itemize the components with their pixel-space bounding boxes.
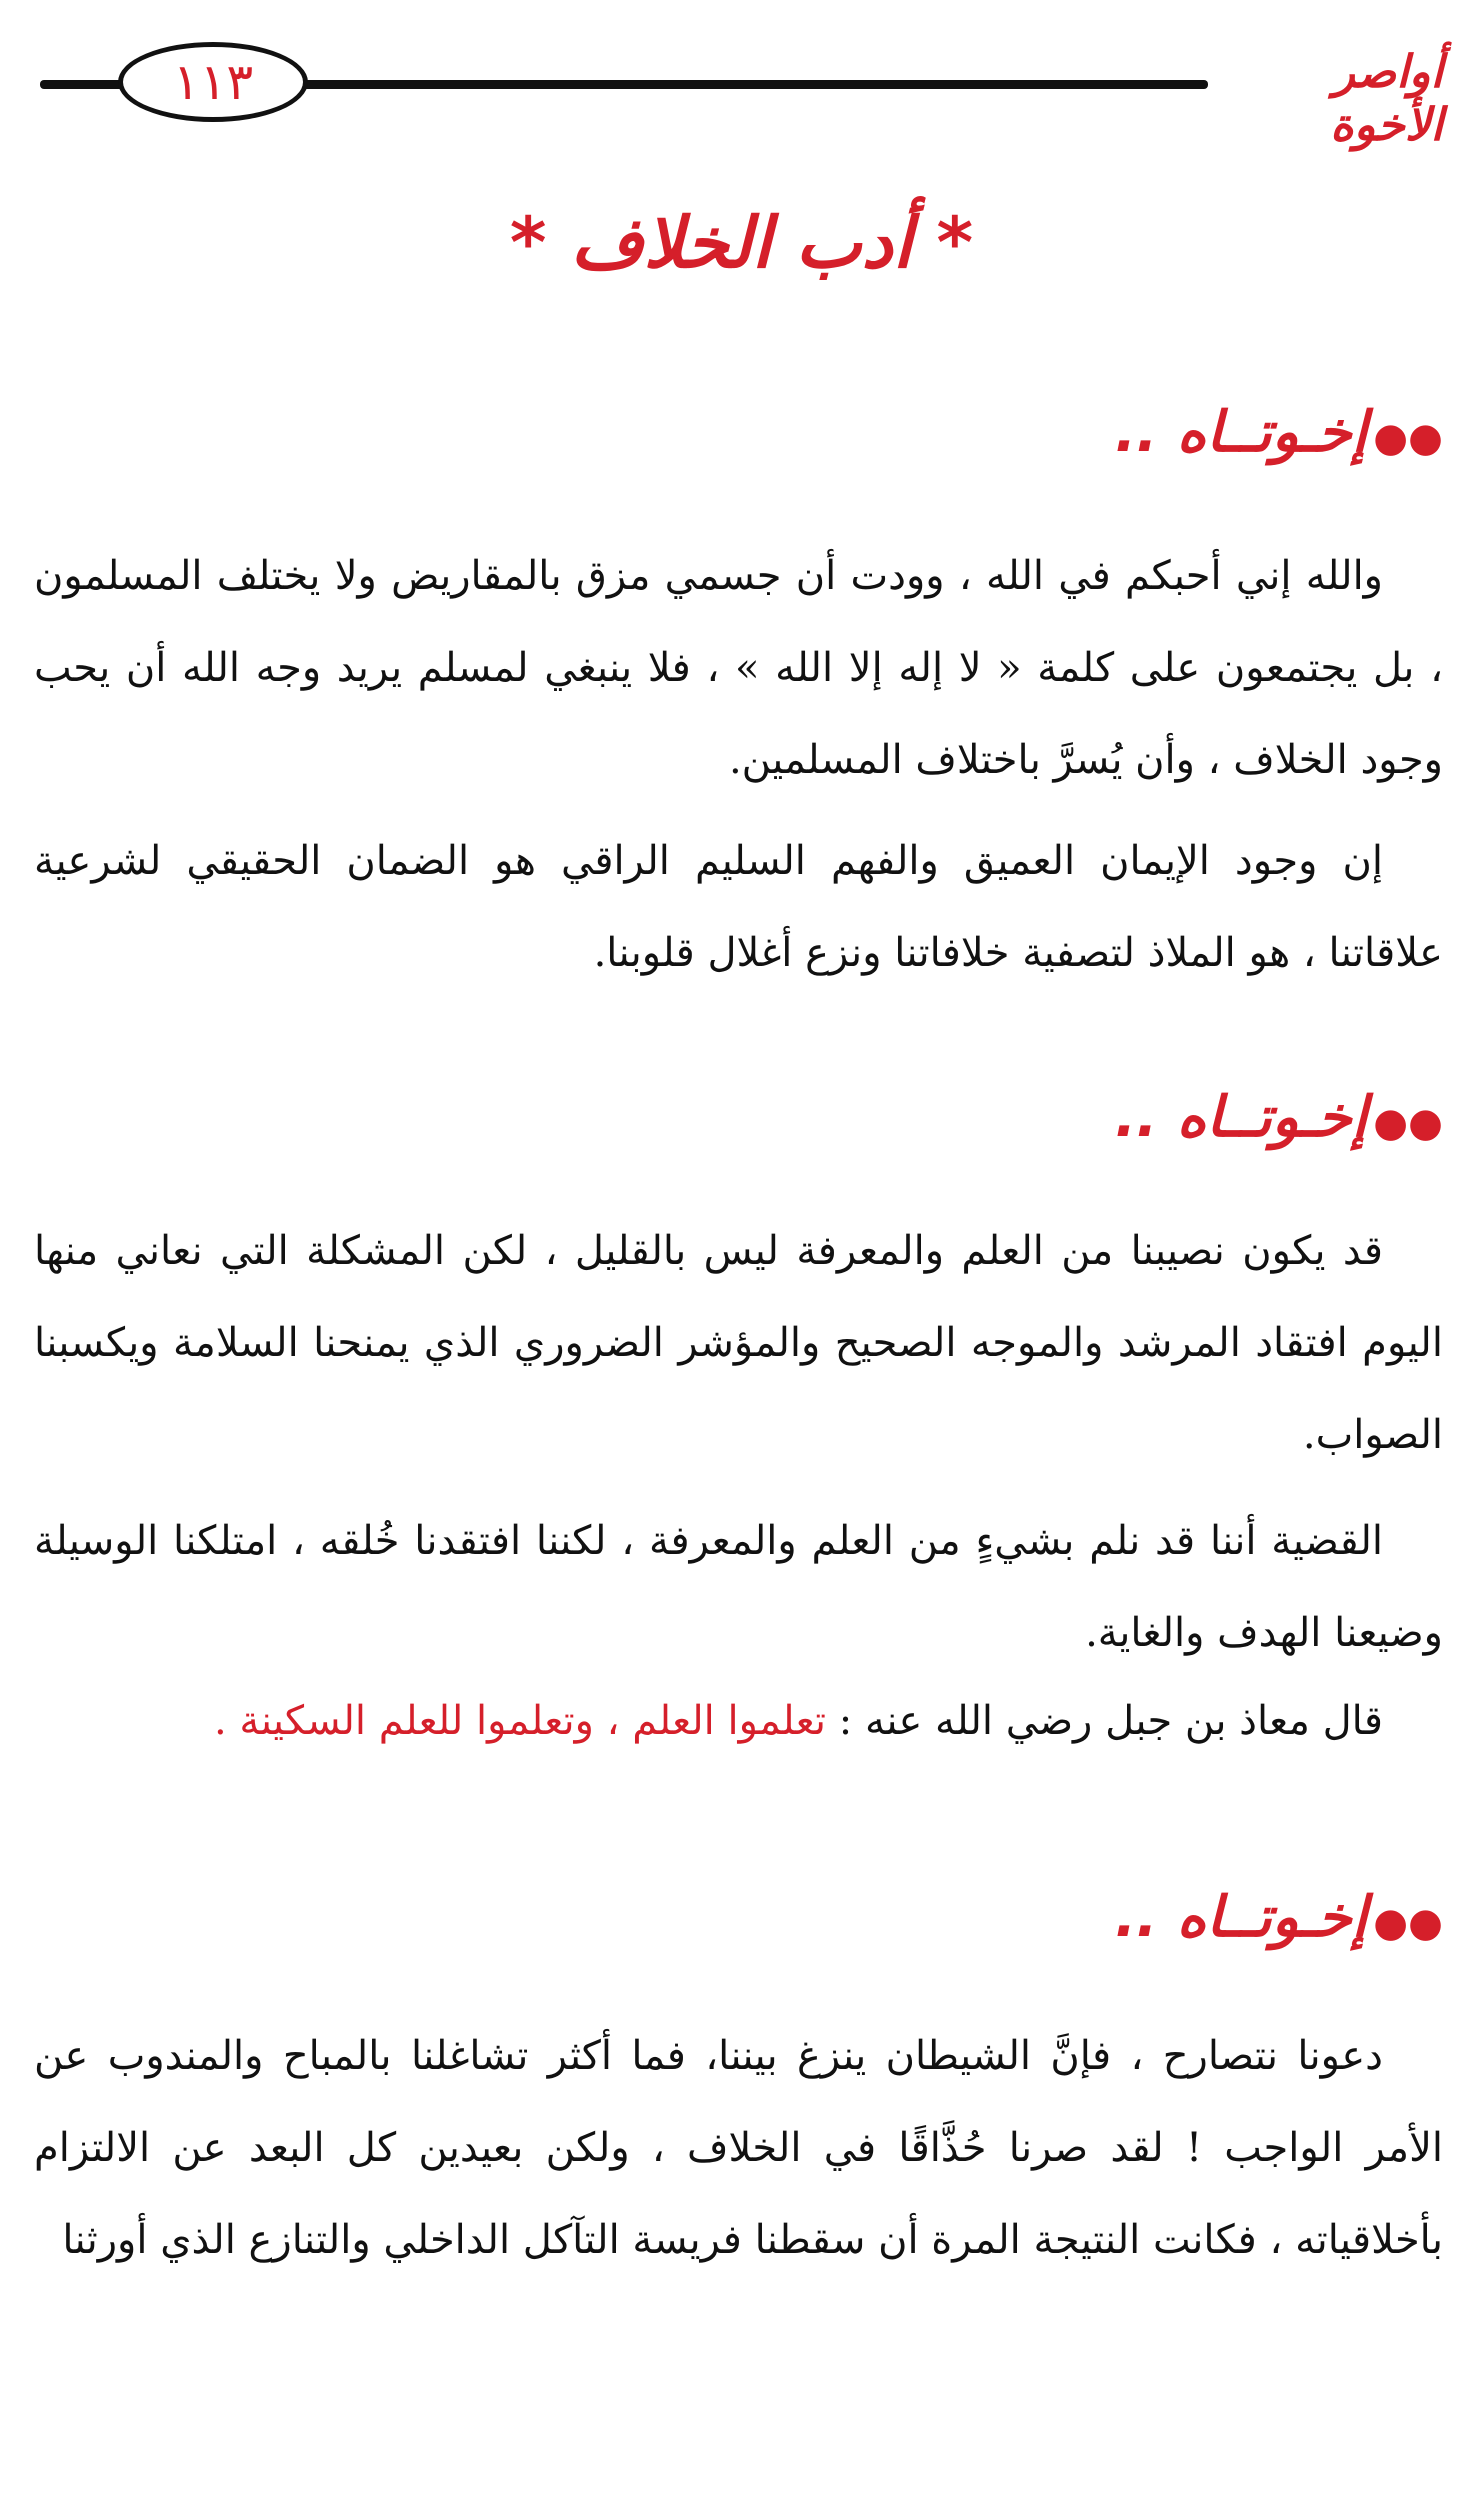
bullet-dots-icon: ●● [1373,415,1443,461]
bullet-dots-icon: ●● [1373,1100,1443,1146]
page-header [40,42,1443,151]
paragraph: إن وجود الإيمان العميق والفهم السليم الراقي هو الضمان الحقيقي لشرعية علاقاتنا ، هو الملاذ لتصفية خلافاتنا ونزع أغلال قلوبنا. [34,838,1443,976]
paragraph: قد يكون نصيبنا من العلم والمعرفة ليس بالقليل ، لكن المشكلة التي نعاني منها اليوم افتقاد المرشد والموجه الصحيح والمؤشر الضروري الذي يمنحنا السلامة ويكسبنا الصواب. [34,1228,1443,1458]
quote-intro: قال معاذ بن جبل رضي الله عنه : [838,1698,1383,1744]
section-heading-2 [843,1085,1443,1150]
section-heading-3 [843,1885,1443,1950]
section-heading-text: إخـوتــاه .. [1114,400,1368,465]
section-heading-text: إخـوتــاه .. [1114,1885,1368,1950]
section-heading-text: إخـوتــاه .. [1114,1085,1368,1150]
chapter-title: * أدب الخلاف * [509,202,974,284]
quote-text: تعلموا العلم ، وتعلموا للعلم السكينة . [213,1698,827,1744]
paragraph: القضية أننا قد نلم بشيءٍ من العلم والمعرفة ، لكننا افتقدنا خُلقه ، امتلكنا الوسيلة وضيعنا الهدف والغاية. [34,1518,1443,1656]
bullet-dots-icon: ●● [1373,1900,1443,1946]
section-heading-1 [843,400,1443,465]
page-number: ١١٣ [118,42,308,122]
running-title: أواصر الأخوة [1330,45,1443,151]
paragraph: والله إني أحبكم في الله ، وودت أن جسمي مزق بالمقاريض ولا يختلف المسلمون ، بل يجتمعون على كلمة « لا إله إلا الله » ، فلا ينبغي لمسلم يريد وجه الله أن يحب وجود الخلاف ، وأن يُسرَّ باختلاف المسلمين. [34,553,1443,783]
paragraph: دعونا نتصارح ، فإنَّ الشيطان ينزغ بيننا، فما أكثر تشاغلنا بالمباح والمندوب عن الأمر الواجب ! لقد صرنا حُذَّاقًا في الخلاف ، ولكن بعيدين كل البعد عن الالتزام بأخلاقياته ، فكانت النتيجة المرة أن سقطنا فريسة التآكل الداخلي والتنازع الذي أورثنا [34,2033,1443,2263]
quote-paragraph [34,1675,1443,1767]
